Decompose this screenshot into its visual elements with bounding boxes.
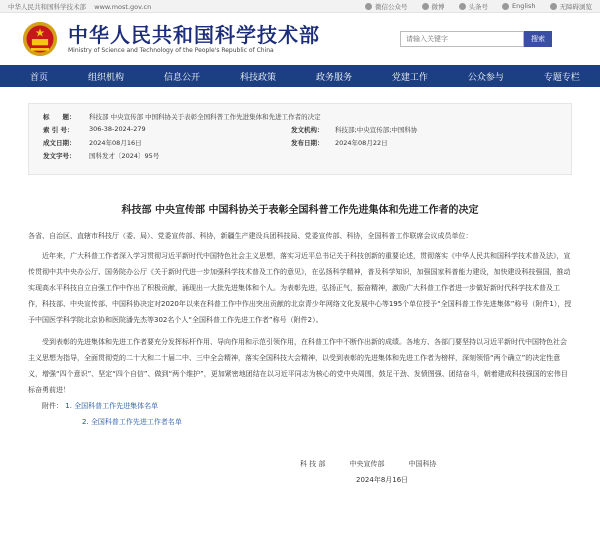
search-bar bbox=[400, 31, 552, 47]
toutiao-link[interactable] bbox=[459, 2, 489, 11]
attachments-label: 附件： bbox=[42, 402, 63, 410]
meta-docno-row bbox=[43, 149, 557, 162]
attachments bbox=[28, 398, 572, 414]
document-meta bbox=[28, 103, 572, 175]
weibo-link[interactable] bbox=[422, 2, 445, 11]
article-title: 科技部 中央宣传部 中国科协关于表彰全国科普工作先进集体和先进工作者的决定 bbox=[121, 205, 479, 216]
nav-info-disclosure[interactable]: 信息公开 bbox=[163, 72, 200, 83]
toutiao-icon bbox=[459, 3, 466, 10]
signers bbox=[28, 456, 572, 472]
meta-created-value: 2024年08月16日 bbox=[89, 139, 142, 147]
article-body bbox=[0, 228, 600, 488]
article-paragraph-1: 近年来，广大科普工作者深入学习贯彻习近平新时代中国特色社会主义思想，落实习近平总书记关于科技创新的重要论述，贯彻落实《中华人民共和国科学技术普及法》，宣传贯彻中共中央办公厅、国务院办公厅《关于新时代进一步加强科学技术普及工作的意见》，在弘扬科学精神，普及科学知识，加强国家科普能力建设，加快建设科技强国，推动实现高水平科技自立自强工作中作出了积极贡献，涌现出一大批先进集体和个人。为表彰先进，弘扬正气，振奋精神，激励广大科普工作者进一步做好新时代科学技术普及工作，科技部、中央宣传部、中国科协决定对2020年以来在科普工作中作出突出贡献的北京青少年网络文化发展中心等195个单位授予“全国科普工作先进集体”称号（附件1），授予中国医学科学院北京协和医院潘先杰等302名个人“全国科普工作先进工作者”称号（附件2）。 bbox=[28, 252, 572, 324]
site-subtitle: Ministry of Science and Technology of the People's Republic of China bbox=[68, 47, 274, 54]
signer-publicity: 中央宣传部 bbox=[349, 460, 385, 468]
nav-policy[interactable]: 科技政策 bbox=[239, 72, 276, 83]
weibo-label: 微博 bbox=[431, 2, 445, 11]
nav-organization[interactable]: 组织机构 bbox=[87, 72, 124, 83]
meta-docno-value: 国科发才〔2024〕95号 bbox=[89, 152, 160, 160]
search-button[interactable]: 搜索 bbox=[524, 31, 552, 47]
top-bar-left bbox=[8, 2, 151, 11]
top-bar-links bbox=[365, 2, 592, 11]
english-label: English bbox=[512, 2, 536, 10]
meta-index-value: 306-38-2024-279 bbox=[89, 125, 146, 133]
nav-home[interactable]: 首页 bbox=[30, 72, 49, 83]
meta-index-row bbox=[43, 123, 557, 136]
wechat-link[interactable] bbox=[365, 2, 408, 11]
toutiao-label: 头条号 bbox=[468, 2, 489, 11]
meta-title-label: 标 题： bbox=[43, 113, 76, 121]
accessibility-link[interactable] bbox=[550, 2, 593, 11]
meta-issuer-label: 发文机构： bbox=[291, 126, 324, 134]
meta-created-label: 成文日期： bbox=[43, 139, 76, 147]
nav-topics[interactable]: 专题专栏 bbox=[543, 72, 580, 83]
wechat-icon bbox=[365, 3, 372, 10]
accessibility-icon bbox=[550, 3, 557, 10]
top-bar bbox=[0, 0, 600, 13]
attachment-link-1[interactable]: 1. 全国科普工作先进集体名单 bbox=[65, 402, 159, 410]
meta-index-label: 索 引 号： bbox=[43, 126, 74, 134]
attachment-link-2[interactable]: 2. 全国科普工作先进工作者名单 bbox=[82, 418, 182, 426]
signing-date: 2024年8月16日 bbox=[356, 476, 409, 484]
article-paragraph-2: 受到表彰的先进集体和先进工作者要充分发挥标杆作用、导向作用和示范引领作用，在科普工作中不断作出新的成绩。各地方、各部门要坚持以习近平新时代中国特色社会主义思想为指导，全面贯彻党的二十大和二十届二中、三中全会精神，落实全国科技大会精神，以受到表彰的先进集体和先进工作者为榜样，深刻领悟“两个确立”的决定性意义，增强“四个意识”、坚定“四个自信”、做到“两个维护”，更加紧密地团结在以习近平同志为核心的党中央周围，鼓足干劲、发愤图强、团结奋斗，朝着建成科技强国的宏伟目标奋勇前进！ bbox=[28, 338, 568, 394]
meta-date-row bbox=[43, 136, 557, 149]
national-emblem-icon bbox=[22, 21, 58, 57]
site-name: 中华人民共和国科学技术部 bbox=[8, 2, 86, 11]
nav-public[interactable]: 公众参与 bbox=[467, 72, 504, 83]
english-link[interactable] bbox=[502, 2, 535, 10]
brand[interactable] bbox=[22, 21, 320, 57]
site-url: www.most.gov.cn bbox=[94, 2, 152, 11]
article-addressee: 各省、自治区、直辖市科技厅（委、局）、党委宣传部、科协，新疆生产建设兵团科技局、党委宣传部、科协，全国科普工作联席会议成员单位： bbox=[28, 232, 473, 240]
wechat-label: 微信公众号 bbox=[375, 2, 408, 11]
meta-published-label: 发布日期： bbox=[291, 139, 324, 147]
meta-issuer-value: 科技部;中央宣传部;中国科协 bbox=[335, 126, 418, 134]
nav-party-building[interactable]: 党建工作 bbox=[391, 72, 428, 83]
main-nav bbox=[0, 65, 600, 87]
signer-cast: 中国科协 bbox=[408, 460, 437, 468]
site-header bbox=[0, 13, 600, 65]
signer-most: 科 技 部 bbox=[300, 460, 326, 468]
nav-services[interactable]: 政务服务 bbox=[315, 72, 352, 83]
meta-published-value: 2024年08月22日 bbox=[335, 139, 388, 147]
site-title: 中华人民共和国科学技术部 bbox=[68, 23, 320, 47]
attachments-row-2 bbox=[28, 414, 572, 430]
meta-title-value: 科技部 中央宣传部 中国科协关于表彰全国科普工作先进集体和先进工作者的决定 bbox=[89, 113, 321, 121]
accessibility-label: 无障碍浏览 bbox=[559, 2, 592, 11]
weibo-icon bbox=[422, 3, 429, 10]
search-input[interactable] bbox=[400, 31, 524, 47]
meta-title-row bbox=[43, 110, 557, 123]
meta-docno-label: 发文字号： bbox=[43, 152, 76, 160]
globe-icon bbox=[502, 3, 509, 10]
